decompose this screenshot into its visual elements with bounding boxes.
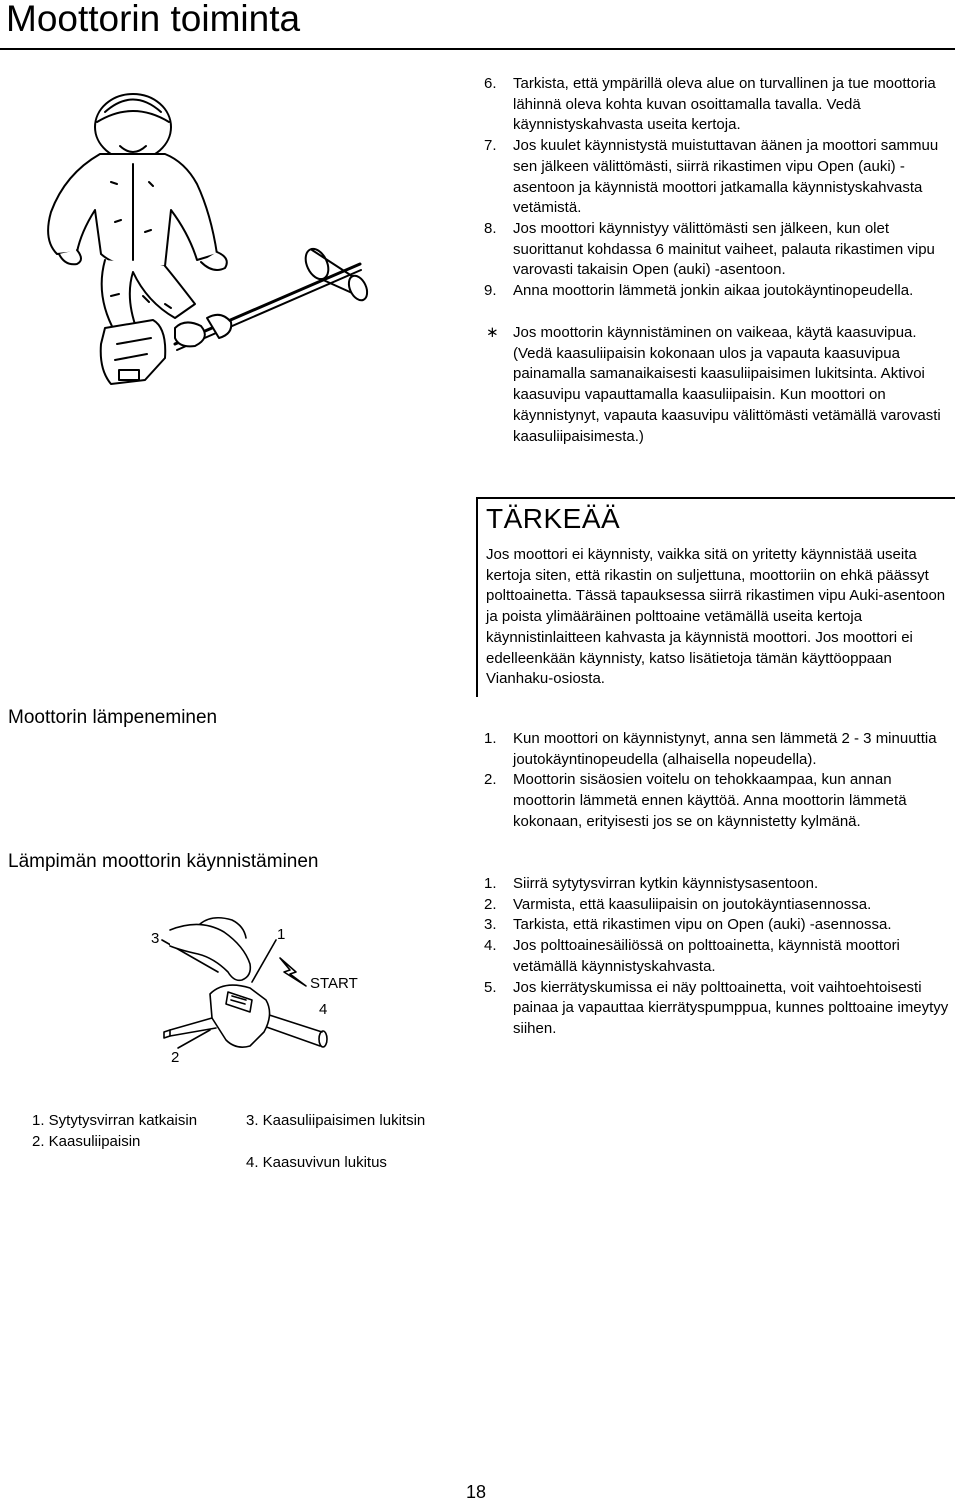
step-text: Tarkista, että ympärillä oleva alue on turvallinen ja tue moottoria lähinnä oleva kohta kuvan osoittamalla tavalla. Vedä käynnistyskahvasta useita kertoja. bbox=[513, 75, 936, 134]
step-number: 7. bbox=[484, 137, 497, 155]
list-item bbox=[484, 770, 956, 832]
legend-item-2: 2. Kaasuliipaisin bbox=[32, 1133, 141, 1150]
step-number: 2. bbox=[484, 895, 497, 913]
handle-figure bbox=[140, 910, 380, 1070]
step-number: 6. bbox=[484, 75, 497, 92]
legend-item-4: 4. Kaasuvivun lukitus bbox=[246, 1154, 387, 1171]
list-item bbox=[484, 136, 956, 219]
list-item bbox=[484, 219, 956, 281]
legend-item-3: 3. Kaasuliipaisimen lukitsin bbox=[246, 1112, 426, 1129]
start-label: START bbox=[310, 975, 358, 992]
list-item bbox=[484, 895, 956, 916]
warmup-steps bbox=[484, 729, 956, 833]
important-title: TÄRKEÄÄ bbox=[486, 503, 621, 534]
step-number: 2. bbox=[484, 771, 497, 789]
step-number: 5. bbox=[484, 978, 497, 996]
step-text: Jos kuulet käynnistystä muistuttavan äänen ja moottori sammuu sen jälkeen välittömästi, siirrä rikastimen vipu Open (auki) -asentoon ja käynnistä moottori jatkamalla käynnistyskahvasta vetämistä. bbox=[513, 137, 939, 217]
callout-1: 1 bbox=[277, 926, 286, 943]
note-text: Jos moottorin käynnistäminen on vaikeaa, käytä kaasuvipua. (Vedä kaasuliipaisin kokonaan ulos ja vapauta kaasuvipua painamalla samanaikaisesti kaasuliipaisimen lukitsinta. Aktivoi kaasuvipu vapauttamalla kaasuliipaisin. Kun moottori on käynnistynyt, vapauta kaasuvipu välittömästi vetämällä varovasti kaasuliipaisimesta.) bbox=[513, 324, 941, 445]
legend-item-1: 1. Sytytysvirran katkaisin bbox=[32, 1112, 198, 1129]
step-text: Jos polttoainesäiliössä on polttoainetta, käynnistä moottori vetämällä käynnistyskahvasta. bbox=[513, 937, 900, 975]
list-item bbox=[484, 281, 956, 302]
callout-2: 2 bbox=[171, 1049, 180, 1066]
list-item bbox=[484, 729, 956, 770]
step-number: 3. bbox=[484, 916, 497, 934]
warm-start-steps bbox=[484, 874, 956, 1040]
important-text: Jos moottori ei käynnisty, vaikka sitä on yritetty käynnistää useita kertoja siten, että rikastin on suljettuna, moottoriin on ehkä päässyt polttoainetta. Tässä tapauksessa siirrä rikastimen vipu Auki-asentoon ja poista ylimääräinen polttoaine vetämällä useita kertoja käynnistinlaitteen kahvasta ja käynnistä moottori. Jos moottori ei edelleenkään käynnisty, katso lisätietoja tämän käyttöoppaan Vianhaku-osiosta. bbox=[486, 546, 946, 688]
list-item bbox=[484, 74, 956, 136]
step-number: 9. bbox=[484, 282, 497, 300]
callout-3: 3 bbox=[151, 930, 160, 947]
operator-figure bbox=[25, 82, 370, 387]
list-item bbox=[484, 978, 956, 1040]
step-number: 1. bbox=[484, 730, 497, 747]
start-steps bbox=[484, 74, 956, 302]
step-text: Varmista, että kaasuliipaisin on joutokäyntiasennossa. bbox=[513, 895, 872, 913]
list-item bbox=[484, 915, 956, 936]
choke-note bbox=[484, 323, 956, 447]
page-number: 18 bbox=[466, 1482, 487, 1502]
callout-4: 4 bbox=[319, 1001, 328, 1018]
list-item bbox=[484, 874, 956, 895]
warm-start-heading: Lämpimän moottorin käynnistäminen bbox=[8, 851, 319, 872]
list-item bbox=[484, 936, 956, 977]
page-title: Moottorin toiminta bbox=[6, 0, 301, 39]
step-text: Kun moottori on käynnistynyt, anna sen lämmetä 2 - 3 minuuttia joutokäyntinopeudella (alhaisella nopeudella). bbox=[513, 730, 937, 768]
step-number: 1. bbox=[484, 875, 497, 892]
step-text: Jos moottori käynnistyy välittömästi sen jälkeen, kun olet suorittanut kohdassa 6 mainitut vaiheet, palauta rikastimen vipu varovasti takaisin Open (auki) -asentoon. bbox=[513, 219, 935, 279]
title-rule bbox=[0, 48, 955, 50]
step-number: 8. bbox=[484, 219, 497, 237]
asterisk-icon: ∗ bbox=[486, 324, 499, 341]
step-text: Siirrä sytytysvirran kytkin käynnistysasentoon. bbox=[513, 875, 819, 892]
important-box bbox=[476, 497, 955, 697]
step-text: Anna moottorin lämmetä jonkin aikaa joutokäyntinopeudella. bbox=[513, 282, 914, 300]
step-text: Moottorin sisäosien voitelu on tehokkaampaa, kun annan moottorin lämmetä ennen käyttöä. Anna moottorin lämmetä kokonaan, erityisesti jos se on käynnistetty kylmänä. bbox=[513, 771, 907, 830]
step-number: 4. bbox=[484, 937, 497, 955]
warmup-heading: Moottorin lämpeneminen bbox=[8, 707, 218, 728]
step-text: Jos kierrätyskumissa ei näy polttoainetta, voit vaihtoehtoisesti painaa ja vapauttaa kierrätyspumppua, kunnes polttoaine imeytyy siihen. bbox=[513, 978, 949, 1037]
step-text: Tarkista, että rikastimen vipu on Open (auki) -asennossa. bbox=[513, 916, 892, 934]
